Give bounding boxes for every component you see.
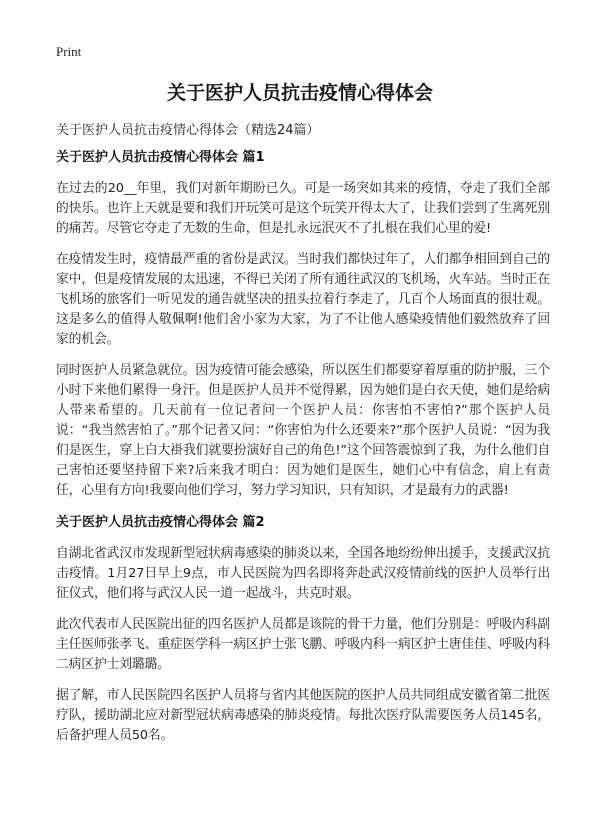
paragraph: 自湖北省武汉市发现新型冠状病毒感染的肺炎以来，全国各地纷纷伸出援手，支援武汉抗击疫情。1月27日早上9点，市人民医院为四名即将奔赴武汉疫情前线的医护人员举行出征仪式，他们将与武汉人民一道一起战斗，共克时艰。 bbox=[56, 546, 550, 601]
paragraph: 在疫情发生时，疫情最严重的省份是武汉。当时我们都快过年了，人们都争相回到自己的家中，但是疫情发展的太迅速，不得已关闭了所有通往武汉的飞机场，火车站。当时正在飞机场的旅客们一听见发的通告就坚决的扭头拉着行李走了，几百个人场面真的很壮观。这是多么的值得人敬佩啊!他们舍小家为大家，为了不让他人感染疫情他们毅然放弃了回家的机会。 bbox=[56, 252, 550, 347]
document-body bbox=[56, 147, 550, 757]
paragraph: 此次代表市人民医院出征的四名医护人员都是该院的骨干力量，他们分别是：呼吸内科副主任医师张孝飞、重症医学科一病区护士张飞鹏、呼吸内科一病区护士唐佳佳、呼吸内科二病区护士刘璐璐。 bbox=[56, 617, 550, 672]
paragraph: 据了解，市人民医院四名医护人员将与省内其他医院的医护人员共同组成安徽省第二批医疗队，援助湖北应对新型冠状病毒感染的肺炎疫情。每批次医疗队需要医务人员145名，后备护理人员50名。 bbox=[56, 688, 550, 743]
section-heading: 关于医护人员抗击疫情心得体会 篇2 bbox=[56, 515, 265, 530]
print-label: Print bbox=[56, 44, 82, 59]
document-title: 关于医护人员抗击疫情心得体会 bbox=[166, 82, 433, 104]
section-heading: 关于医护人员抗击疫情心得体会 篇1 bbox=[56, 150, 265, 165]
paragraph: 在过去的20__年里，我们对新年期盼已久。可是一场突如其来的疫情，夺走了我们全部的快乐。也许上天就是要和我们开玩笑可是这个玩笑开得太大了，让我们尝到了生离死别的痛苦。尽管它夺走了无数的生命，但是扎永远泯灭不了扎根在我们心里的爱! bbox=[56, 181, 550, 236]
section-2 bbox=[56, 512, 550, 746]
document-subtitle: 关于医护人员抗击疫情心得体会（精选24篇） bbox=[56, 123, 320, 138]
paragraph: 同时医护人员紧急就位。因为疫情可能会感染，所以医生们都要穿着厚重的防护服，三个小时下来他们累得一身汗。但是医护人员并不觉得累，因为她们是白衣天使，她们是给病人带来希望的。几天前有一位记者问一个医护人员：你害怕不害怕?”那个医护人员说：“我当然害怕了。”那个记者又问：“你害怕为什么还要来?”那个医护人员说：“因为我们是医生，穿上白大褂我们就要扮演好自己的角色!”这个回答震惊到了我，为什么他们自己害怕还要坚持留下来?后来我才明白：因为她们是医生，她们心中有信念，肩上有责任，心里有方向!我要向他们学习，努力学习知识，只有知识，才是最有力的武器! bbox=[56, 363, 550, 498]
section-1 bbox=[56, 147, 550, 501]
